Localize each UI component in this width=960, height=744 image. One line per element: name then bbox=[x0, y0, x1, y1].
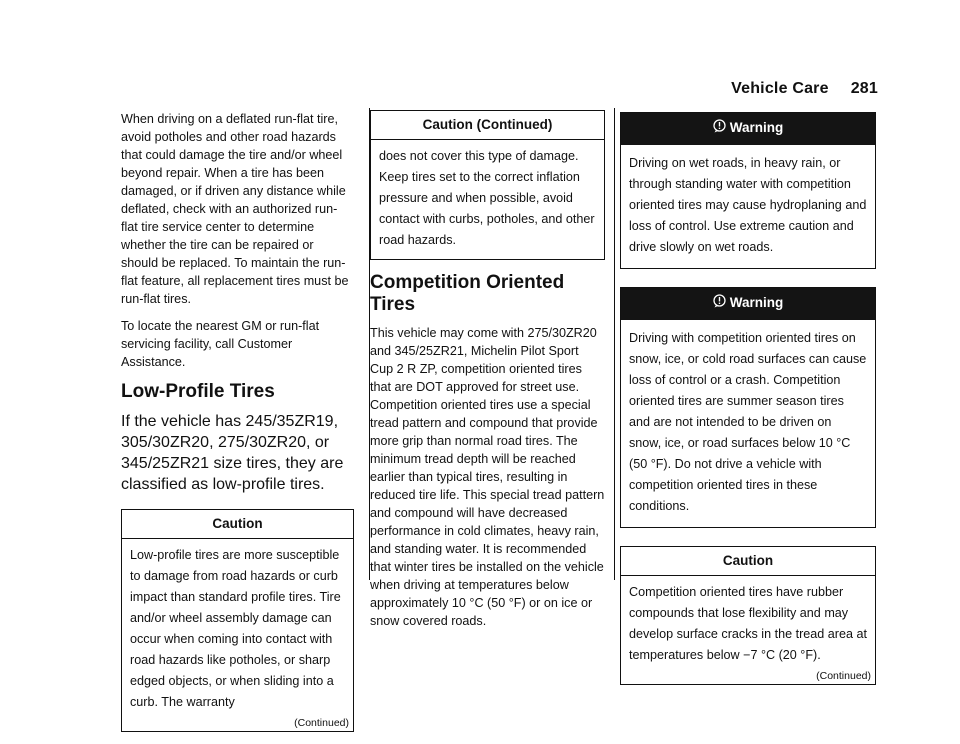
caution-title: Caution bbox=[122, 510, 353, 539]
caution-text: Competition oriented tires have rubber compounds that lose flexibility and may develop surface cracks in the tread area at temperatures below −7 °C (20 °F). bbox=[629, 585, 868, 662]
warning-title: Warning bbox=[729, 295, 784, 311]
warning-box bbox=[620, 287, 876, 528]
section-title: Vehicle Care bbox=[731, 80, 829, 97]
continued-label: (Continued) bbox=[294, 717, 349, 729]
warning-box bbox=[620, 112, 876, 269]
service-facility-paragraph: To locate the nearest GM or run-flat servicing facility, call Customer Assistance. bbox=[121, 319, 320, 369]
warning-text: Driving on wet roads, in heavy rain, or through standing water with competition oriented tires may cause hydroplaning and loss of control. Use extreme caution and drive slowly on wet roads. bbox=[629, 156, 867, 254]
caution-continued-box bbox=[370, 110, 605, 260]
caution-text: Low-profile tires are more susceptible to damage from road hazards or curb impact than standard profile tires. Tire and/or wheel assembly damage can occur when coming into contact with road hazards like potholes, or sharp edged objects, or when sliding into a curb. The warranty bbox=[130, 548, 341, 709]
competition-tires-paragraph: This vehicle may come with 275/30ZR20 and 345/25ZR21, Michelin Pilot Sport Cup 2 R ZP, competition oriented tires that are DOT approved for street use. Competition oriented tires use a special tread pattern and compound that provide more grip than normal road tires. The minimum tread depth will be reached earlier than typical tires, resulting in reduced tire life. This special tread pattern and compound will have decreased performance in cold climates, heavy rain, and standing water. It is recommended that winter tires be installed on the vehicle when driving at temperatures below approximately 10 °C (50 °F) or on ice or snow covered roads. bbox=[370, 326, 605, 628]
page-number: 281 bbox=[850, 80, 878, 97]
continued-label: (Continued) bbox=[816, 670, 871, 682]
column-divider bbox=[614, 108, 615, 580]
page-header bbox=[731, 80, 878, 98]
column-2 bbox=[370, 110, 605, 639]
caution-continued-title: Caution (Continued) bbox=[371, 111, 604, 140]
caution-continued-text: does not cover this type of damage. Keep tires set to the correct inflation pressure and when possible, avoid contact with curbs, potholes, and other road hazards. bbox=[379, 149, 595, 247]
warning-title-bar bbox=[621, 113, 875, 145]
warning-text: Driving with competition oriented tires on snow, ice, or cold road surfaces can cause loss of control or a crash. Competition oriented tires are summer season tires and are not intended to be driven on snow, ice, or road surfaces below 10 °C (50 °F). Do not drive a vehicle with competition oriented tires in these conditions. bbox=[629, 331, 867, 513]
column-1 bbox=[121, 110, 354, 744]
warning-title: Warning bbox=[729, 120, 784, 136]
low-profile-subheading: If the vehicle has 245/35ZR19, 305/30ZR20, 275/30ZR20, or 345/25ZR21 size tires, they are classified as low-profile tires. bbox=[121, 413, 344, 493]
competition-tires-heading: Competition Oriented Tires bbox=[370, 272, 565, 315]
low-profile-heading: Low-Profile Tires bbox=[121, 381, 275, 402]
caution-box bbox=[121, 509, 354, 732]
column-3 bbox=[620, 112, 876, 697]
caution-box bbox=[620, 546, 876, 685]
caution-title: Caution bbox=[621, 547, 875, 576]
warning-title-bar bbox=[621, 288, 875, 320]
warning-icon bbox=[713, 119, 726, 138]
warning-icon bbox=[713, 294, 726, 313]
run-flat-paragraph: When driving on a deflated run-flat tire, avoid potholes and other road hazards that could damage the tire and/or wheel beyond repair. When a tire has been damaged, or if driven any distance while deflated, check with an authorized run-flat tire service center to determine whether the tire can be repaired or should be replaced. To maintain the run-flat feature, all replacement tires must be run-flat tires. bbox=[121, 112, 349, 306]
